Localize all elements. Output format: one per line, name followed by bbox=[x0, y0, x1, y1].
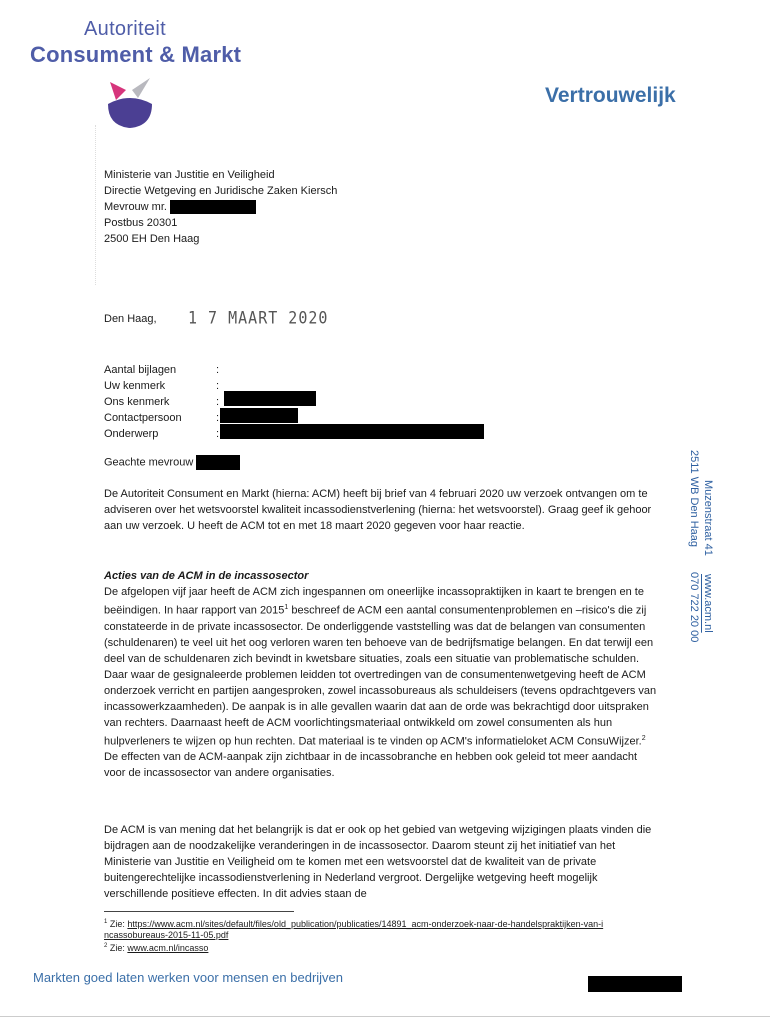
address-line: Ministerie van Justitie en Veiligheid bbox=[104, 169, 275, 181]
address-line: 2500 EH Den Haag bbox=[104, 233, 200, 245]
meta-colon: : bbox=[216, 428, 220, 440]
footnote-number: 1 bbox=[104, 919, 108, 925]
redaction-box bbox=[224, 391, 316, 406]
section-acties bbox=[104, 568, 658, 781]
meta-label: Ons kenmerk bbox=[104, 396, 170, 408]
footnote-divider bbox=[104, 911, 294, 912]
footnotes bbox=[104, 917, 604, 954]
address-line: Postbus 20301 bbox=[104, 217, 178, 229]
page-edge bbox=[0, 1016, 770, 1017]
sender-info bbox=[660, 450, 740, 660]
phone-number: 070 722 20 00 bbox=[688, 572, 700, 643]
redaction-box bbox=[220, 424, 484, 439]
redaction-box bbox=[170, 200, 256, 214]
meta-colon: : bbox=[216, 396, 220, 408]
footnote-prefix: Zie: bbox=[109, 919, 128, 929]
meta-label: Aantal bijlagen bbox=[104, 364, 177, 376]
footnote-link[interactable]: https://www.acm.nl/sites/default/files/old_publication/publicaties/14891_acm-onderzoek-naar-de-handelspraktijken-van-incassobureaus-2015-11-05.pdf bbox=[104, 919, 604, 940]
redaction-box bbox=[588, 976, 682, 992]
address-line: Directie Wetgeving en Juridische Zaken Kiersch bbox=[104, 185, 338, 197]
redaction-box bbox=[220, 408, 298, 423]
acm-logo-icon bbox=[106, 74, 154, 130]
paragraph-text: De ACM is van mening dat het belangrijk is dat er ook op het gebied van wetgeving wijzigingen plaats vinden die bijdragen aan de noodzakelijke veranderingen in de incassosector. Daarom steunt zij het initiatief van het Ministerie van Justitie en Veiligheid om te komen met een wetsvoorstel dat de kwaliteit van de private buitengerechtelijke incassodienstverlening in Nederland vergroot. Dergelijke wetgeving heeft mogelijk verschillende positieve effecten. In dit advies staan de bbox=[104, 824, 652, 900]
margin-mark bbox=[95, 125, 102, 285]
paragraph-part: De effecten van de ACM-aanpak zijn zichtbaar in de incassobranche en hebben ook geleid tot meer aandacht voor de incassosector van andere organisaties. bbox=[104, 751, 638, 780]
meta-colon: : bbox=[216, 380, 220, 392]
address-line bbox=[104, 199, 337, 215]
footer-slogan: Markten goed laten werken voor mensen en bedrijven bbox=[33, 970, 344, 985]
meta-label: Uw kenmerk bbox=[104, 380, 166, 392]
meta-colon: : bbox=[216, 412, 220, 424]
footnote-2 bbox=[104, 941, 604, 954]
date-stamp: 1 7 MAART 2020 bbox=[188, 307, 329, 329]
meta-colon: : bbox=[216, 364, 220, 376]
paragraph-text: De Autoriteit Consument en Markt (hierna: ACM) heeft bij brief van 4 februari 2020 uw verzoek ontvangen om te adviseren over het wetsvoorstel kwaliteit incassodienstverlening (hierna: het wetsvoorstel). Graag geef ik gehoor aan uw verzoek. U heeft de ACM tot en met 18 maart 2020 gegeven voor haar reactie. bbox=[104, 488, 652, 532]
footnote-mark: 1 bbox=[284, 604, 289, 611]
footnote-1 bbox=[104, 917, 604, 941]
paragraph-text bbox=[104, 584, 658, 781]
meta-label: Contactpersoon bbox=[104, 412, 182, 424]
logo-text-line2: Consument & Markt bbox=[30, 42, 242, 67]
address-line-text: Mevrouw mr. bbox=[104, 201, 167, 213]
footnote-number: 2 bbox=[104, 943, 108, 949]
meta-label: Onderwerp bbox=[104, 428, 159, 440]
sender-street: Muzenstraat 41 bbox=[702, 480, 714, 556]
section-heading: Acties van de ACM in de incassosector bbox=[104, 570, 309, 582]
paragraph-part: beschreef de ACM een aantal consumentenproblemen en –risico's die zij constateerde in de private incassosector. De onderliggende vaststelling was dat de belangen van consumenten (schuldenaren) te veel uit het oog verloren waren ten behoeve van de bedrijfsmatige belangen. En dat terwijl een deel van de schuldenaren zich bevindt in kwetsbare situaties, zoals een situatie van problematische schulden. Daar waar de gesignaleerde problemen leidden tot overtredingen van de consumentenwetgeving heeft de ACM onderzoek verricht en partijen aangesproken, zowel incassobureaus als schuldeisers (tevens opdrachtgevers van incassowerkzaamheden). De aanpak is in alle gevallen waarin dat aan de orde was bekrachtigd door uitspraken van rechters. Daarnaast heeft de ACM voorlichtingsmateriaal ontwikkeld om zowel consumenten als hun hulpverleners te wijzen op hun rechten. Dat materiaal is te vinden op ACM's informatieloket ACM ConsuWijzer. bbox=[104, 604, 657, 748]
classification-label: Vertrouwelijk bbox=[545, 84, 676, 107]
paragraph-steun bbox=[104, 822, 658, 902]
website-link[interactable]: www.acm.nl bbox=[702, 574, 714, 633]
footnote-mark: 2 bbox=[641, 734, 646, 742]
paragraph-part: De afgelopen vijf jaar heeft de ACM zich ingespannen om oneerlijke incassopraktijken in kaart te brengen en te beëindigen. In haar rapport van 2015 bbox=[104, 586, 644, 617]
redaction-box bbox=[196, 455, 240, 470]
salutation bbox=[104, 455, 240, 470]
paragraph-intro bbox=[104, 486, 658, 534]
salutation-text: Geachte mevrouw bbox=[104, 456, 194, 469]
footnote-prefix: Zie: bbox=[109, 943, 128, 953]
place-label: Den Haag, bbox=[104, 313, 157, 325]
sender-city: 2511 WB Den Haag bbox=[688, 450, 700, 548]
footnote-link[interactable]: www.acm.nl/incasso bbox=[127, 943, 209, 953]
logo-text-line1: Autoriteit bbox=[84, 18, 166, 40]
recipient-address bbox=[104, 167, 337, 247]
